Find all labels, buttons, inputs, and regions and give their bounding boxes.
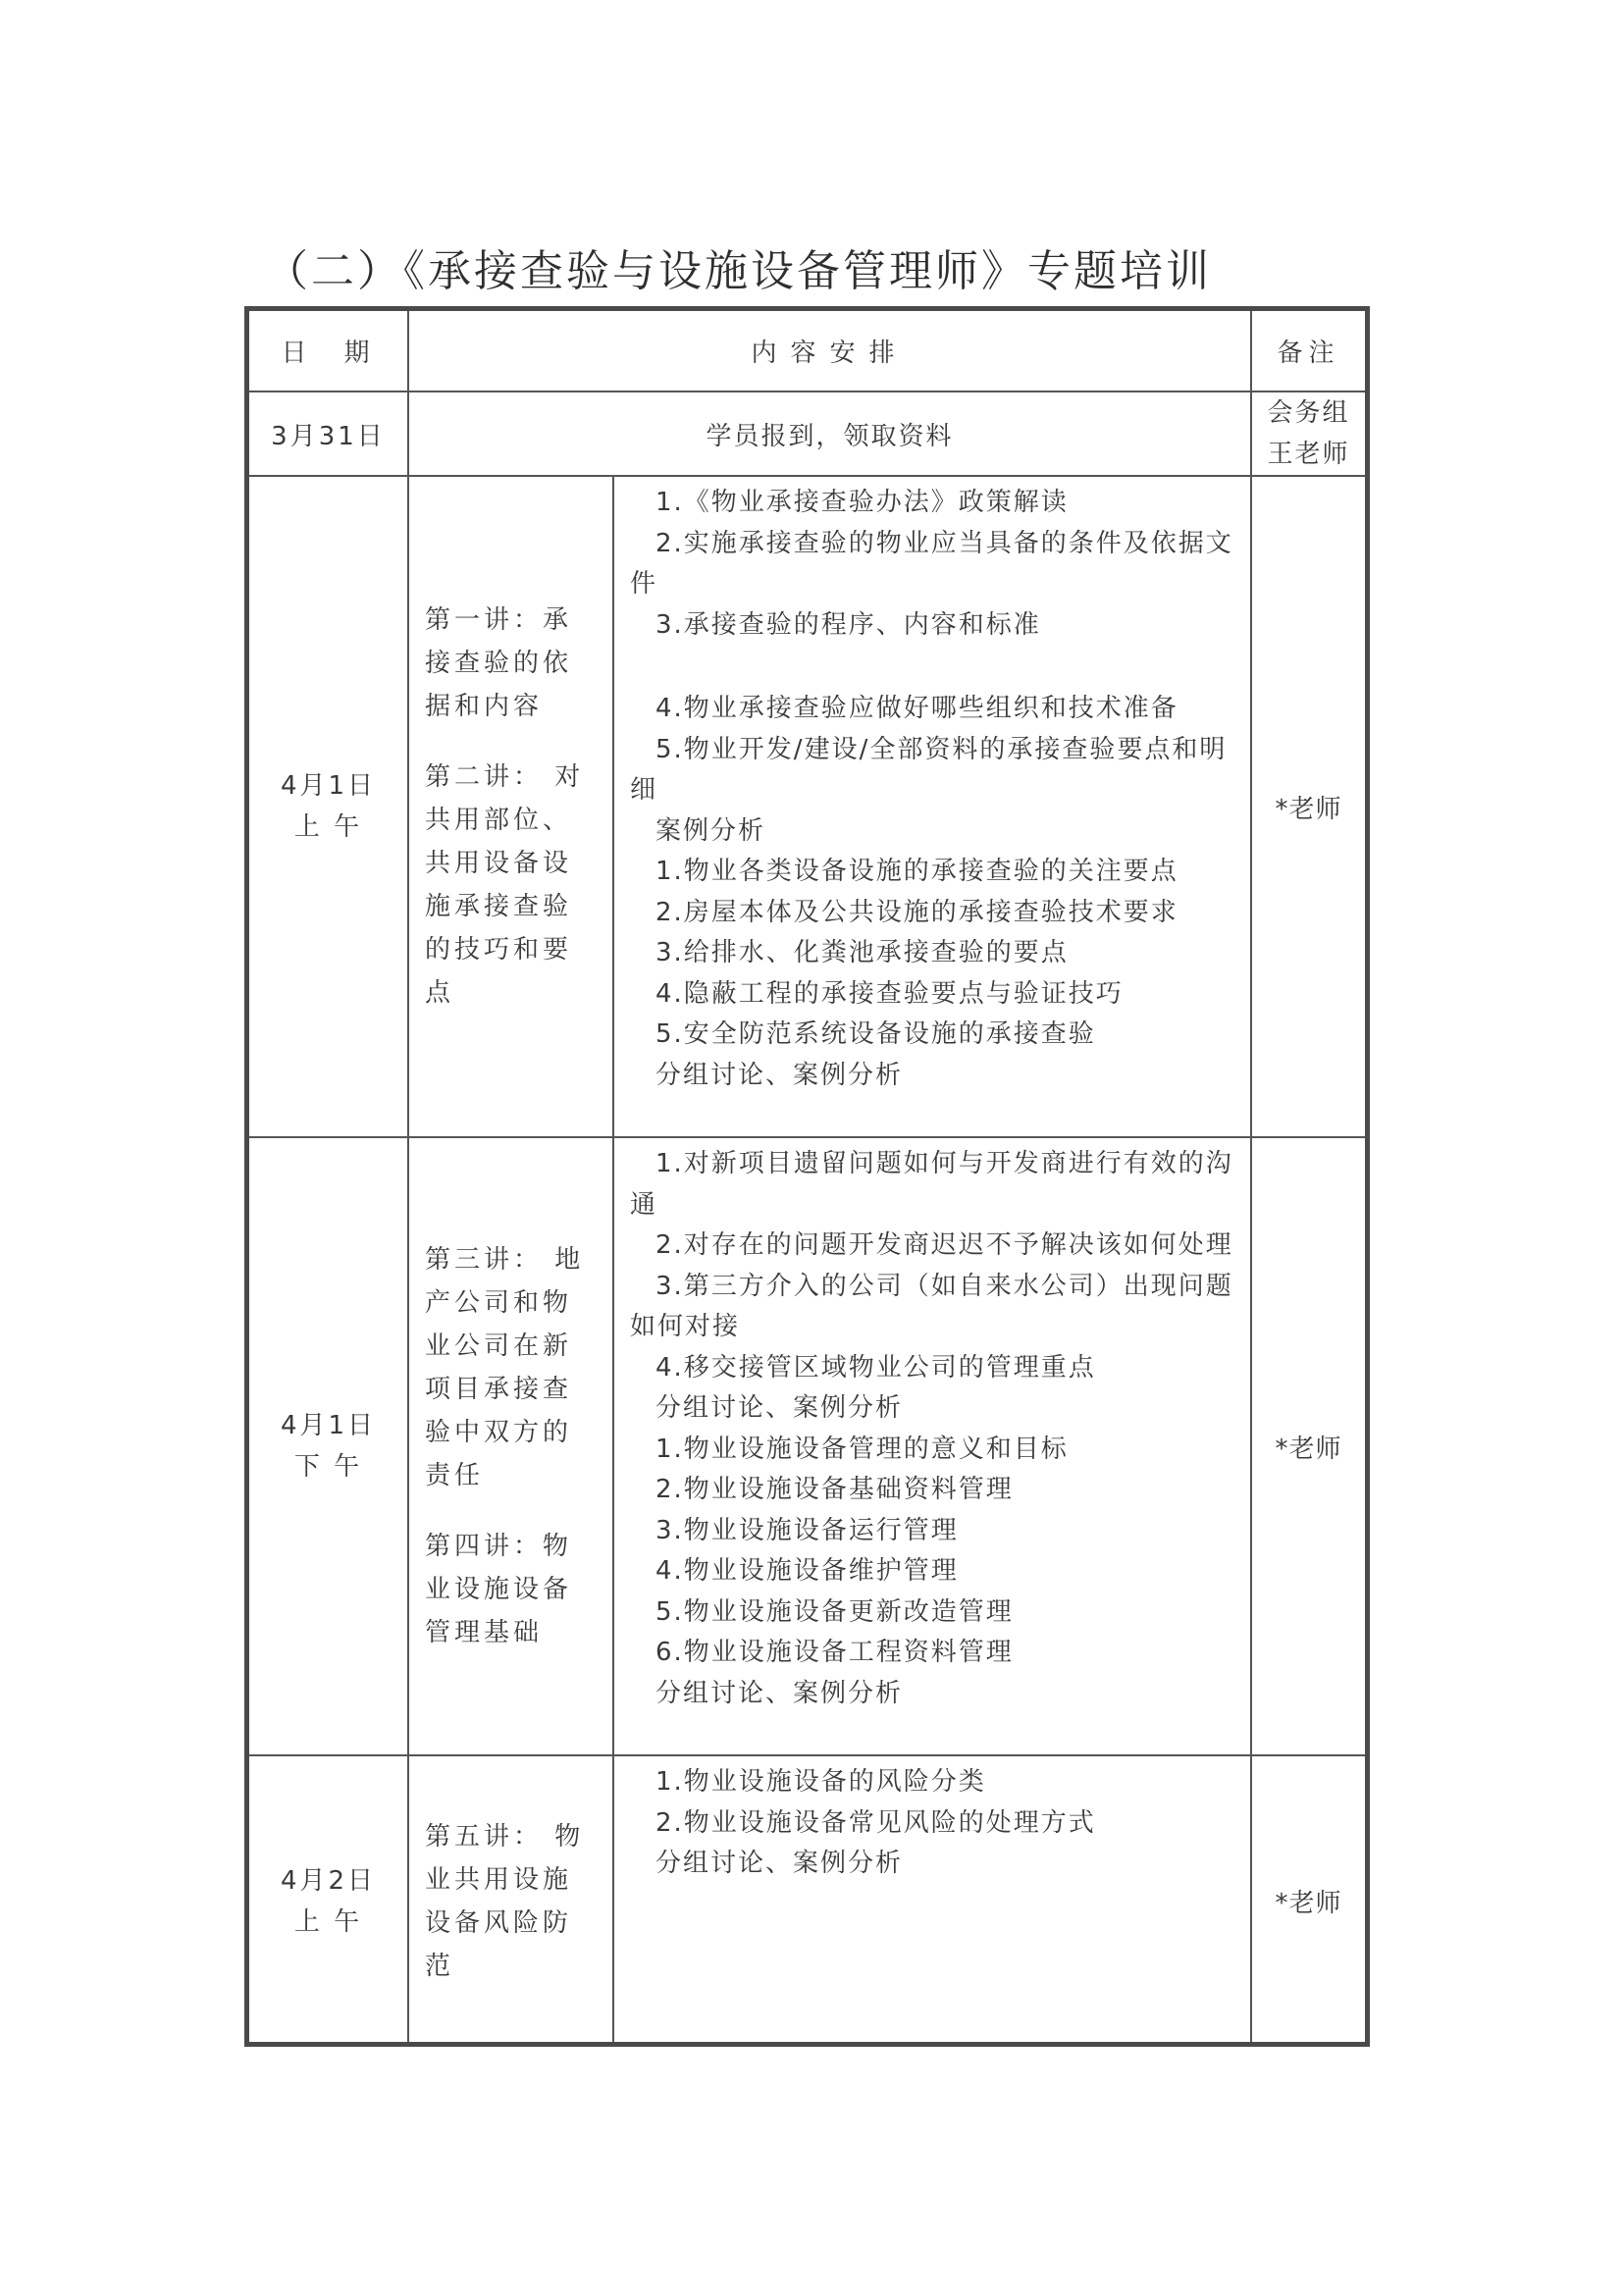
registration-date: 3月31日 [249, 391, 408, 476]
registration-note-line: 会务组 [1267, 398, 1350, 428]
topic-title: 第五讲： 物业共用设施设备风险防范 [425, 1821, 585, 1981]
content-line: 1.物业各类设备设施的承接查验的关注要点 [655, 857, 1178, 886]
session-period-line: 下 午 [293, 1452, 363, 1482]
registration-content: 学员报到，领取资料 [408, 391, 1251, 476]
topic-title: 第二讲： 对共用部位、共用设备设施承接查验的技巧和要点 [425, 762, 585, 1008]
session-period-line: 上 午 [293, 812, 363, 842]
content-line: 2.对存在的问题开发商迟迟不予解决该如何处理 [655, 1230, 1233, 1260]
session-date-line: 4月1日 [280, 771, 377, 801]
page-title: （二）《承接查验与设施设备管理师》专题培训 [265, 246, 1212, 296]
content-line: 1.《物业承接查验办法》政策解读 [655, 488, 1069, 517]
session-period-line: 上 午 [293, 1906, 363, 1937]
content-line: 2.物业设施设备基础资料管理 [655, 1475, 1014, 1504]
content-line: 4.移交接管区域物业公司的管理重点 [655, 1352, 1096, 1383]
content-line: 4.隐蔽工程的承接查验要点与验证技巧 [655, 978, 1124, 1009]
topic-title: 第四讲：物业设施设备管理基础 [425, 1532, 573, 1647]
table-outer-border [244, 306, 1370, 2047]
content-line: 2.房屋本体及公共设施的承接查验技术要求 [655, 897, 1178, 927]
content-line: 1.物业设施设备管理的意义和目标 [655, 1434, 1069, 1464]
content-line: 4.物业设施设备维护管理 [655, 1556, 959, 1586]
session-date-line: 4月1日 [280, 1411, 377, 1440]
topic-title: 第三讲： 地产公司和物业公司在新项目承接查验中双方的责任 [425, 1245, 585, 1490]
content-line: 1.物业设施设备的风险分类 [655, 1767, 986, 1797]
content-line: 5.物业设施设备更新改造管理 [655, 1596, 1014, 1627]
content-line: 3.给排水、化粪池承接查验的要点 [655, 938, 1069, 967]
content-line: 3.第三方介入的公司（如自来水公司）出现问题如何对接 [630, 1271, 1233, 1341]
content-line: 3.承接查验的程序、内容和标准 [655, 609, 1041, 640]
content-line: 分组讨论、案例分析 [655, 1393, 904, 1423]
session-note: *老师 [1251, 476, 1365, 1137]
content-line: 6.物业设施设备工程资料管理 [655, 1638, 1014, 1667]
session-note: *老师 [1251, 1137, 1365, 1755]
session-note: *老师 [1251, 1755, 1365, 2046]
content-line: 分组讨论、案例分析 [655, 1849, 904, 1878]
header-date: 日 期 [249, 311, 408, 391]
registration-note-line: 王老师 [1267, 440, 1350, 469]
content-line: 2.物业设施设备常见风险的处理方式 [655, 1807, 1096, 1838]
content-line: 分组讨论、案例分析 [655, 1678, 904, 1708]
content-line: 案例分析 [655, 815, 766, 846]
content-line: 2.实施承接查验的物业应当具备的条件及依据文件 [630, 528, 1233, 599]
content-line: 分组讨论、案例分析 [655, 1060, 904, 1090]
content-line: 3.物业设施设备运行管理 [655, 1515, 959, 1545]
topic-title: 第一讲：承接查验的依据和内容 [425, 605, 573, 721]
content-line: 4.物业承接查验应做好哪些组织和技术准备 [655, 694, 1178, 723]
session-date-line: 4月2日 [280, 1865, 377, 1896]
content-line: 5.安全防范系统设备设施的承接查验 [655, 1019, 1096, 1049]
content-line: 1.对新项目遗留问题如何与开发商进行有效的沟通 [630, 1149, 1233, 1220]
header-note: 备注 [1251, 311, 1365, 391]
header-content: 内容安排 [408, 311, 1251, 391]
content-line: 5.物业开发/建设/全部资料的承接查验要点和明细 [630, 734, 1228, 805]
